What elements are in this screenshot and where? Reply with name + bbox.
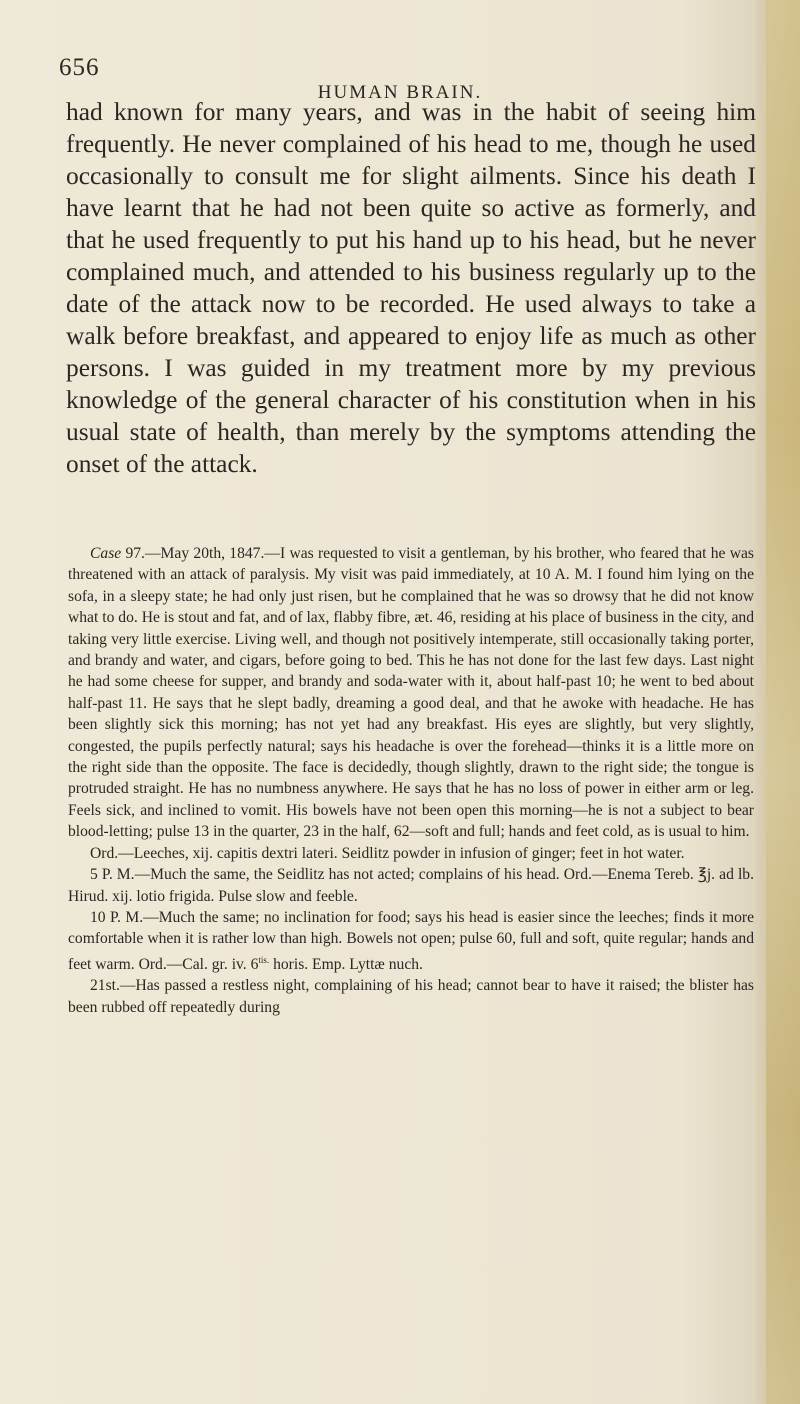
case-entry-10pm-rest: horis. Emp. Lyttæ nuch.	[269, 955, 423, 973]
main-paragraph: had known for many years, and was in the habit of seeing him frequently. He never complained of his head to me, though he used occasionally to consult me for slight ailments. Since his death I have learnt that he had not been quite so active as formerly, and that he used frequently to put his hand up to his head, but he never complained much, and attended to his business regularly up to the date of the attack now to be recorded. He used always to take a walk before breakfast, and appeared to enjoy life as much as other persons. I was guided in my treatment more by my previous knowledge of the general character of his constitution when in his usual state of health, than merely by the symptoms attending the onset of the attack.	[66, 98, 756, 478]
main-text-block	[66, 96, 756, 480]
running-head: HUMAN BRAIN.	[317, 82, 483, 103]
case-entry-5pm: 5 P. M.—Much the same, the Seidlitz has not acted; complains of his head. Ord.—Enema Tereb. ℥j. ad lb. Hirud. xij. lotio frigida. Pulse slow and feeble.	[68, 866, 754, 905]
page-edge-shadow	[766, 0, 800, 1404]
case-entry-10pm	[68, 907, 754, 975]
superscript-tis: tis.	[258, 954, 270, 965]
case-order-1: Ord.—Leeches, xij. capitis dextri lateri. Seidlitz powder in infusion of ginger; feet in hot water.	[90, 844, 685, 862]
case-intro-text: 97.—May 20th, 1847.—I was requested to visit a gentleman, by his brother, who feared that he was threatened with an attack of paralysis. My visit was paid immediately, at 10 A. M. I found him lying on the sofa, in a sleepy state; he had only just risen, but he complained that he was so drowsy that he did not know what to do. He is stout and fat, and of lax, flabby fibre, æt. 46, residing at his place of business in the city, and taking very little exercise. Living well, and though not positively intemperate, still occasionally taking porter, and brandy and water, and cigars, before going to bed. This he has not done for the last few days. Last night he had some cheese for supper, and brandy and soda-water with it, about half-past 10; he went to bed about half-past 11. He says that he slept badly, dreaming a good deal, and that he awoke with headache. He has been slightly sick this morning; has not yet had any breakfast. His eyes are slightly, but very slightly, congested, the pupils perfectly natural; says his headache is over the forehead—thinks it is a little more on the right side than the opposite. The face is decidedly, though slightly, drawn to the right side; the tongue is protruded straight. He has no numbness anywhere. He says that he has no loss of power in either arm or leg. Feels sick, and inclined to vomit. His bowels have not been open this morning—he is not a subject to bear blood-letting; pulse 13 in the quarter, 23 in the half, 62—soft and full; hands and feet cold, as is usual to him.	[68, 545, 754, 841]
case-intro-paragraph	[68, 543, 754, 843]
page-number: 656	[59, 54, 100, 81]
case-label: Case	[90, 545, 122, 562]
case-entry-10pm-text: 10 P. M.—Much the same; no inclination for food; says his head is easier since the leeches; finds it more comfortable when it is rather low than high. Bowels not open; pulse 60, full and soft, quite regular; hands and feet warm. Ord.—Cal. gr. iv. 6	[68, 908, 754, 973]
case-entry-21st: 21st.—Has passed a restless night, complaining of his head; cannot bear to have it raised; the blister has been rubbed off repeatedly during	[68, 977, 754, 1016]
case-report	[68, 543, 754, 1018]
